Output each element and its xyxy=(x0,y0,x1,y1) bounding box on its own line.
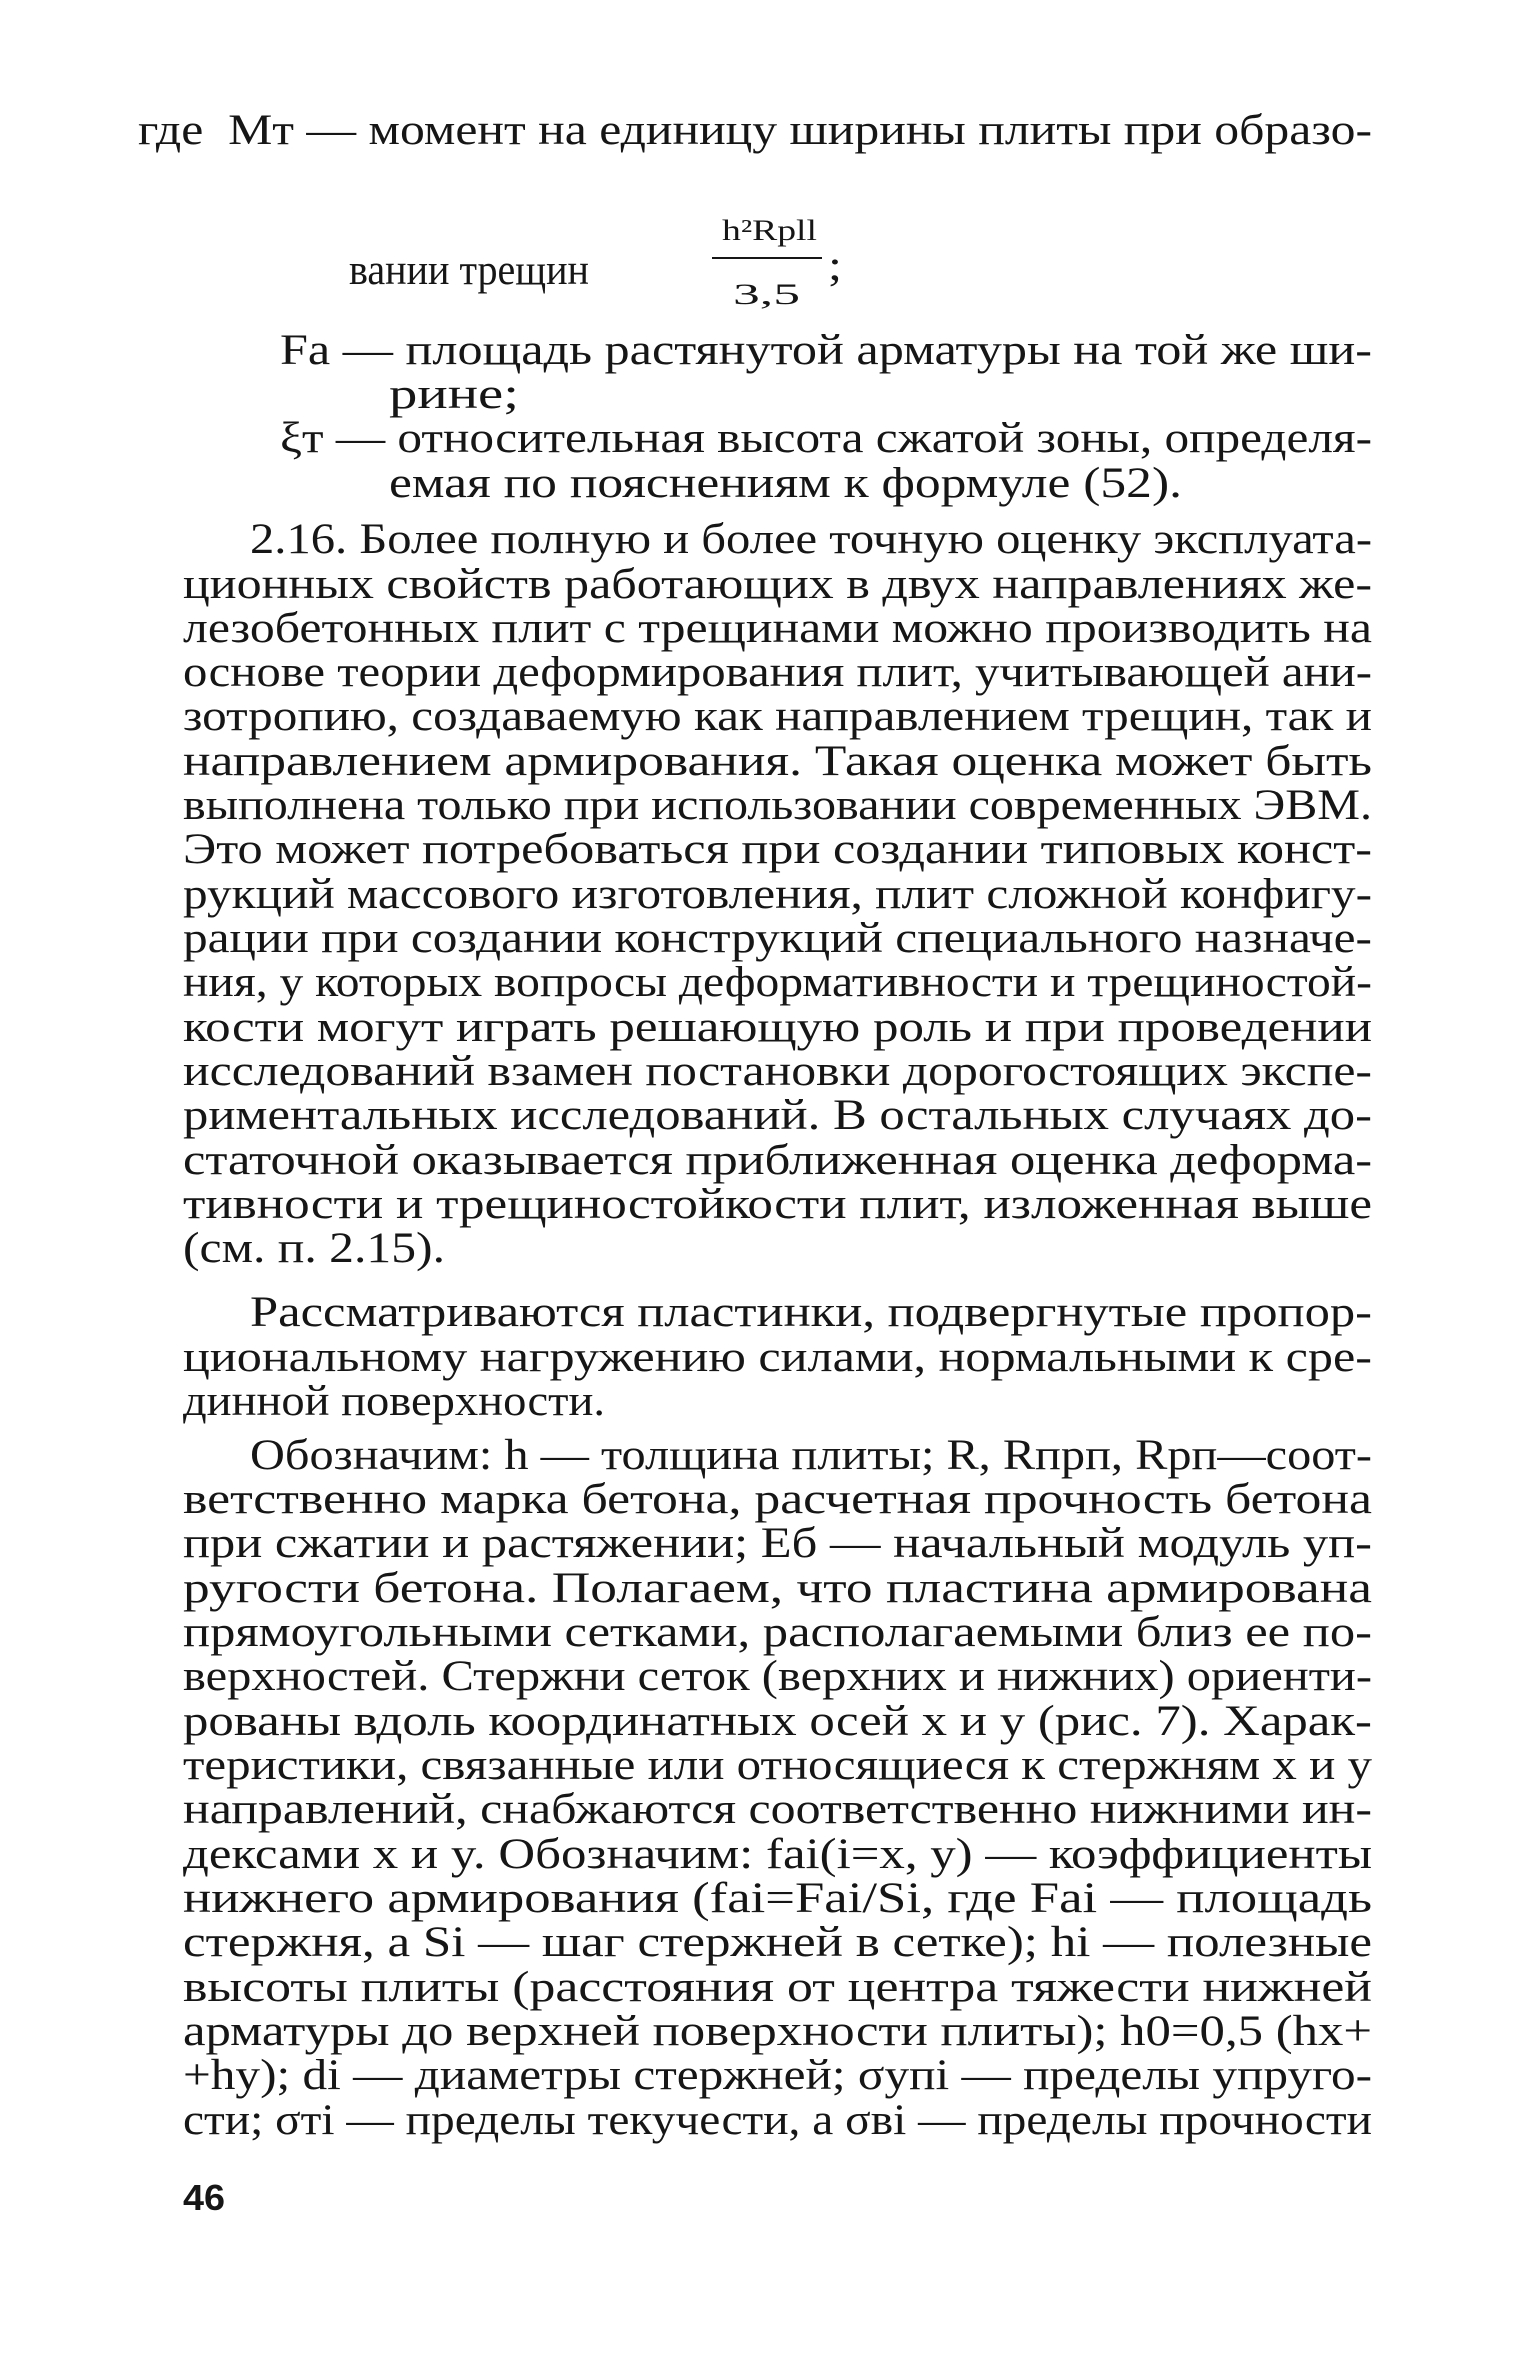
text-line: емая по пояснениям к формуле (52). xyxy=(389,460,1182,507)
text-line: ветственно марка бетона, расчетная прочность бетона xyxy=(183,1476,1372,1523)
text-line: верхностей. Стержни сеток (верхних и нижних) ориенти- xyxy=(183,1653,1372,1700)
text-line: нижнего армирования (fаi=Fаi/Si, где Fаi — площадь xyxy=(183,1875,1372,1922)
text-line: ругости бетона. Полагаем, что пластина армирована xyxy=(183,1565,1372,1612)
text-line: статочной оказывается приближенная оценка деформа- xyxy=(183,1137,1372,1184)
text-line: Рассматриваются пластинки, подвергнутые пропор- xyxy=(250,1289,1372,1336)
fraction-denominator: 3,5 xyxy=(733,278,800,311)
text-line: лезобетонных плит с трещинами можно производить на xyxy=(183,605,1372,652)
text-line: Это может потребоваться при создании типовых конст- xyxy=(183,826,1372,873)
text-line: исследований взамен постановки дорогостоящих экспе- xyxy=(183,1048,1372,1095)
text-line: кости могут играть решающую роль и при проведении xyxy=(183,1004,1372,1051)
text-line: направлением армирования. Такая оценка может быть xyxy=(183,738,1372,785)
text-line: направлений, снабжаются соответственно нижними ин- xyxy=(183,1786,1372,1833)
text-line: при сжатии и растяжении; Eб — начальный модуль уп- xyxy=(183,1520,1372,1567)
text-line: риментальных исследований. В остальных случаях до- xyxy=(183,1092,1372,1139)
text-line: прямоугольными сетками, располагаемыми близ ее по- xyxy=(183,1609,1372,1656)
text-line: где Mт — момент на единицу ширины плиты при образо- xyxy=(138,107,1372,154)
text-line: зотропию, создаваемую как направлением трещин, так и xyxy=(183,693,1372,740)
text-line: сти; σтi — пределы текучести, а σвi — пределы прочности xyxy=(183,2097,1373,2144)
fraction-bar xyxy=(712,257,822,259)
text-line: 2.16. Более полную и более точную оценку эксплуата- xyxy=(250,516,1372,563)
text-line: основе теории деформирования плит, учитывающей ани- xyxy=(183,649,1372,696)
text-line: дексами x и y. Обозначим: fаi(i=x, y) — коэффициенты xyxy=(183,1831,1372,1878)
text-line: динной поверхности. xyxy=(183,1378,605,1425)
text-line: вании трещин xyxy=(349,247,589,294)
text-line: теристики, связанные или относящиеся к стержням x и y xyxy=(183,1742,1372,1789)
text-line: ния, у которых вопросы деформативности и трещиностой- xyxy=(183,959,1372,1006)
text-line: рованы вдоль координатных осей x и y (рис. 7). Харак- xyxy=(183,1698,1372,1745)
text-line: рукций массового изготовления, плит сложной конфигу- xyxy=(183,871,1372,918)
text-line: ционных свойств работающих в двух направлениях же- xyxy=(183,561,1372,608)
text-line: рации при создании конструкций специального назначе- xyxy=(183,915,1372,962)
text-line: Fа — площадь растянутой арматуры на той же ши- xyxy=(280,327,1372,374)
text-line: (см. п. 2.15). xyxy=(183,1225,445,1272)
text-line: выполнена только при использовании современных ЭВМ. xyxy=(183,782,1372,829)
text-line: Обозначим: h — толщина плиты; R, Rпрп, Rрп—соот- xyxy=(250,1432,1372,1479)
text-line: арматуры до верхней поверхности плиты); h0=0,5 (hx+ xyxy=(183,2008,1372,2055)
text-line: циональному нагружению силами, нормальными к сре- xyxy=(183,1334,1372,1381)
fraction-numerator: h²Rpll xyxy=(722,214,817,247)
text-line: высоты плиты (расстояния от центра тяжести нижней xyxy=(183,1964,1372,2011)
fraction-suffix: ; xyxy=(828,243,842,290)
text-line: тивности и трещиностойкости плит, изложенная выше xyxy=(183,1181,1372,1228)
text-line: ξт — относительная высота сжатой зоны, определя- xyxy=(280,415,1372,462)
text-line: стержня, а Si — шаг стержней в сетке); hi — полезные xyxy=(183,1919,1372,1966)
text-line: рине; xyxy=(389,371,519,418)
text-line: +hy); di — диаметры стержней; σупi — пределы упруго- xyxy=(183,2052,1372,2099)
page-number: 46 xyxy=(183,2177,225,2218)
